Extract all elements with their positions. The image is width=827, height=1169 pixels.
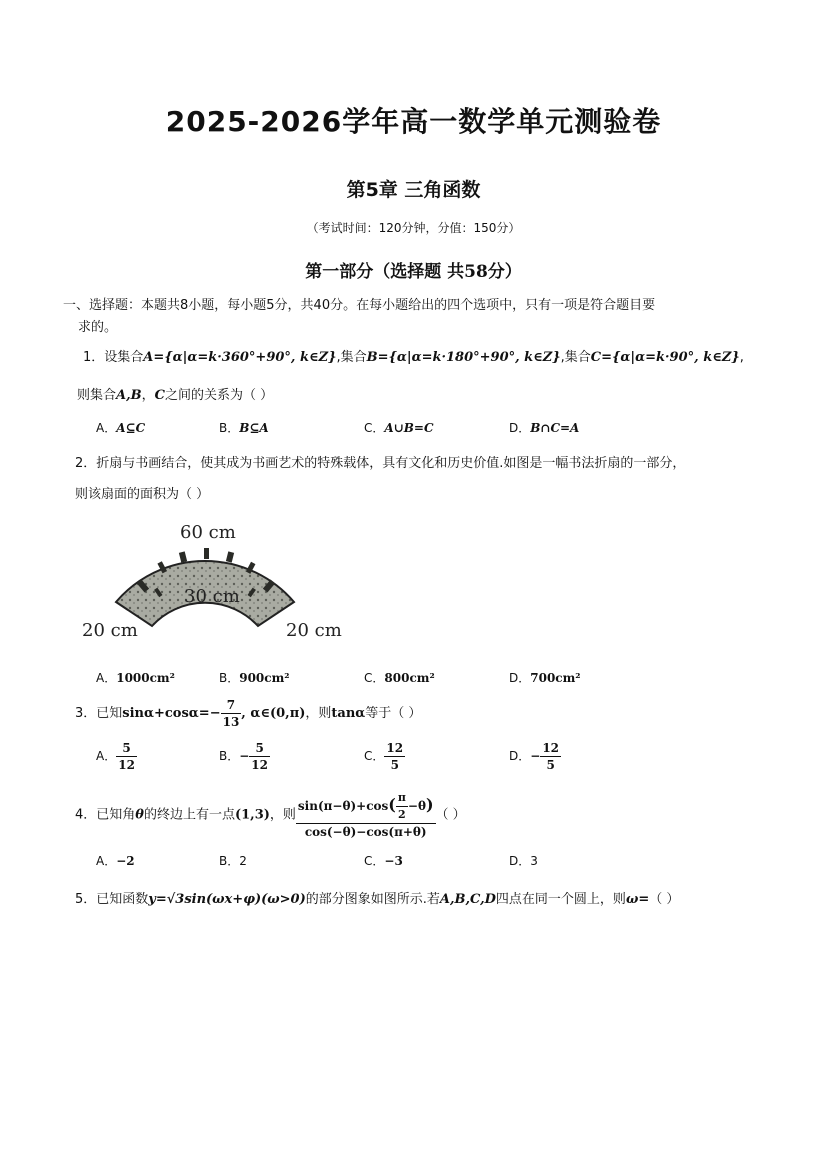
denominator: 12 xyxy=(251,758,268,772)
option-fraction xyxy=(540,740,561,773)
numerator-part: sin(π−θ)+cos xyxy=(297,799,389,813)
theta: θ xyxy=(135,807,144,823)
denominator: 13 xyxy=(222,715,240,729)
option-fraction xyxy=(116,740,137,773)
option-sign: − xyxy=(530,749,541,763)
option-text: 800cm² xyxy=(384,671,435,685)
q2-option-b[interactable] xyxy=(219,669,290,686)
set-b-formula: B={α|α=k·180°+90°, k∈Z} xyxy=(366,350,561,365)
outer-arc-label: 60 cm xyxy=(180,522,236,543)
question-5-line xyxy=(75,888,679,907)
option-label: C． xyxy=(364,749,385,763)
question-text: 3．已知 xyxy=(75,706,123,721)
option-text: 2 xyxy=(239,854,247,868)
numerator-part: −θ xyxy=(407,799,426,813)
option-label: D． xyxy=(509,854,531,868)
option-label: D． xyxy=(509,671,531,685)
option-text: B∩C=A xyxy=(530,421,580,435)
question-text: 的部分图象如图所示.若 xyxy=(305,892,440,907)
option-label: A． xyxy=(96,421,117,435)
option-text: B⊆A xyxy=(239,421,269,435)
option-label: C． xyxy=(364,421,385,435)
option-label: B． xyxy=(219,671,240,685)
denominator: 5 xyxy=(390,758,399,772)
q1-option-d[interactable] xyxy=(509,419,579,436)
option-text: −2 xyxy=(116,854,135,868)
numerator: 12 xyxy=(542,741,560,755)
q1-option-c[interactable] xyxy=(364,419,434,436)
question-text: 等于（ ） xyxy=(365,706,422,721)
numerator: 5 xyxy=(116,740,137,757)
option-text: 3 xyxy=(530,854,538,868)
question-3-line xyxy=(75,697,421,730)
big-denominator: cos(−θ)−cos(π+θ) xyxy=(304,825,427,839)
question-number: 1． xyxy=(83,350,105,365)
points: A,B,C,D xyxy=(439,892,496,907)
set-a-formula: A={α|α=k·360°+90°, k∈Z} xyxy=(143,350,337,365)
big-fraction xyxy=(296,790,436,840)
question-2-line2: 则该扇面的面积为（ ） xyxy=(75,487,210,502)
question-text: ,集合 xyxy=(560,350,591,365)
option-text: 700cm² xyxy=(530,671,581,685)
right-side-label: 20 cm xyxy=(286,620,342,641)
left-side-label: 20 cm xyxy=(82,620,138,641)
q4-option-c[interactable] xyxy=(364,852,403,869)
question-text: ,集合 xyxy=(336,350,367,365)
question-1-line2 xyxy=(77,384,273,403)
sets-ab: A,B xyxy=(116,388,142,403)
option-label: C． xyxy=(364,854,385,868)
question-2-line1: 2．折扇与书画结合，使其成为书画艺术的特殊载体，具有文化和历史价值.如图是一幅书法折扇的一部分， xyxy=(75,456,686,471)
big-numerator: sin(π−θ)+cos( $\frac{\pi}{2}$ −θ) xyxy=(296,790,436,824)
tan-expression: tanα xyxy=(331,706,366,721)
page-title: 2025-2026学年高一数学单元测验卷 xyxy=(165,105,662,138)
numerator: 5 xyxy=(249,740,270,757)
question-text: 四点在同一个圆上，则 xyxy=(495,892,626,907)
question-text: 4．已知角 xyxy=(75,807,136,823)
option-text: A⊆C xyxy=(116,421,146,435)
chapter-title: 第5章 三角函数 xyxy=(346,179,481,201)
numerator: 7 xyxy=(221,697,242,714)
question-text: 的终边上有一点 xyxy=(143,807,235,823)
omega: ω= xyxy=(625,892,650,907)
option-label: A． xyxy=(96,671,117,685)
q2-option-c[interactable] xyxy=(364,669,435,686)
option-text: 900cm² xyxy=(239,671,290,685)
question-1-line1 xyxy=(83,346,744,365)
option-label: A． xyxy=(96,749,117,763)
q3-option-a[interactable] xyxy=(96,740,137,773)
q3-option-d[interactable] xyxy=(509,740,561,773)
numerator: 12 xyxy=(386,741,404,755)
set-c-formula: C={α|α=k·90°, k∈Z} xyxy=(590,350,740,365)
option-label: B． xyxy=(219,421,240,435)
question-text: 之间的关系为（ ） xyxy=(165,388,274,403)
q3-option-c[interactable] xyxy=(364,740,405,773)
part-title: 第一部分（选择题 共58分） xyxy=(305,262,522,282)
option-fraction xyxy=(384,740,405,773)
question-text: （ ） xyxy=(649,892,680,907)
question-text: ， xyxy=(141,388,155,403)
option-text: −3 xyxy=(384,854,403,868)
q2-option-a[interactable] xyxy=(96,669,175,686)
question-text: , xyxy=(739,350,744,365)
option-label: B． xyxy=(219,749,240,763)
fraction xyxy=(221,697,242,730)
denominator: 12 xyxy=(118,758,135,772)
point: (1,3) xyxy=(234,807,270,823)
option-label: A． xyxy=(96,854,117,868)
inner-arc-label: 30 cm xyxy=(184,586,240,607)
q4-option-d[interactable] xyxy=(509,852,538,869)
option-sign: − xyxy=(239,749,250,763)
q1-option-b[interactable] xyxy=(219,419,269,436)
q3-option-b[interactable] xyxy=(219,740,270,773)
section-instruction-line1: 一、选择题：本题共8小题，每小题5分，共40分。在每小题给出的四个选项中，只有一项是符合题目要 xyxy=(63,298,656,313)
option-label: C． xyxy=(364,671,385,685)
option-fraction xyxy=(249,740,270,773)
option-text: 1000cm² xyxy=(116,671,175,685)
option-text: A∪B=C xyxy=(384,421,434,435)
question-4-line xyxy=(75,790,466,840)
option-label: D． xyxy=(509,749,531,763)
q4-option-b[interactable] xyxy=(219,852,247,869)
q4-option-a[interactable] xyxy=(96,852,135,869)
question-text: （ ） xyxy=(435,807,466,823)
option-label: B． xyxy=(219,854,240,868)
function-formula: y=√3sin(ωx+φ)(ω>0) xyxy=(148,892,306,907)
folding-fan-figure xyxy=(80,518,360,648)
equation: sinα+cosα=− xyxy=(122,706,221,721)
question-text: 则集合 xyxy=(77,388,117,403)
numerator: π xyxy=(396,790,408,807)
condition: , α∈(0,π) xyxy=(241,706,306,721)
question-text: 设集合 xyxy=(104,350,144,365)
q2-option-d[interactable] xyxy=(509,669,581,686)
section-instruction-line2: 求的。 xyxy=(78,320,118,335)
q1-option-a[interactable] xyxy=(96,419,145,436)
question-text: ，则 xyxy=(269,807,296,823)
pi-over-two xyxy=(396,790,408,823)
set-c: C xyxy=(154,388,165,403)
question-text: ，则 xyxy=(305,706,332,721)
exam-info: （考试时间：120分钟，分值：150分） xyxy=(306,221,521,235)
denominator: 5 xyxy=(546,758,555,772)
denominator: 2 xyxy=(398,808,406,821)
option-label: D． xyxy=(509,421,531,435)
question-text: 5．已知函数 xyxy=(75,892,149,907)
